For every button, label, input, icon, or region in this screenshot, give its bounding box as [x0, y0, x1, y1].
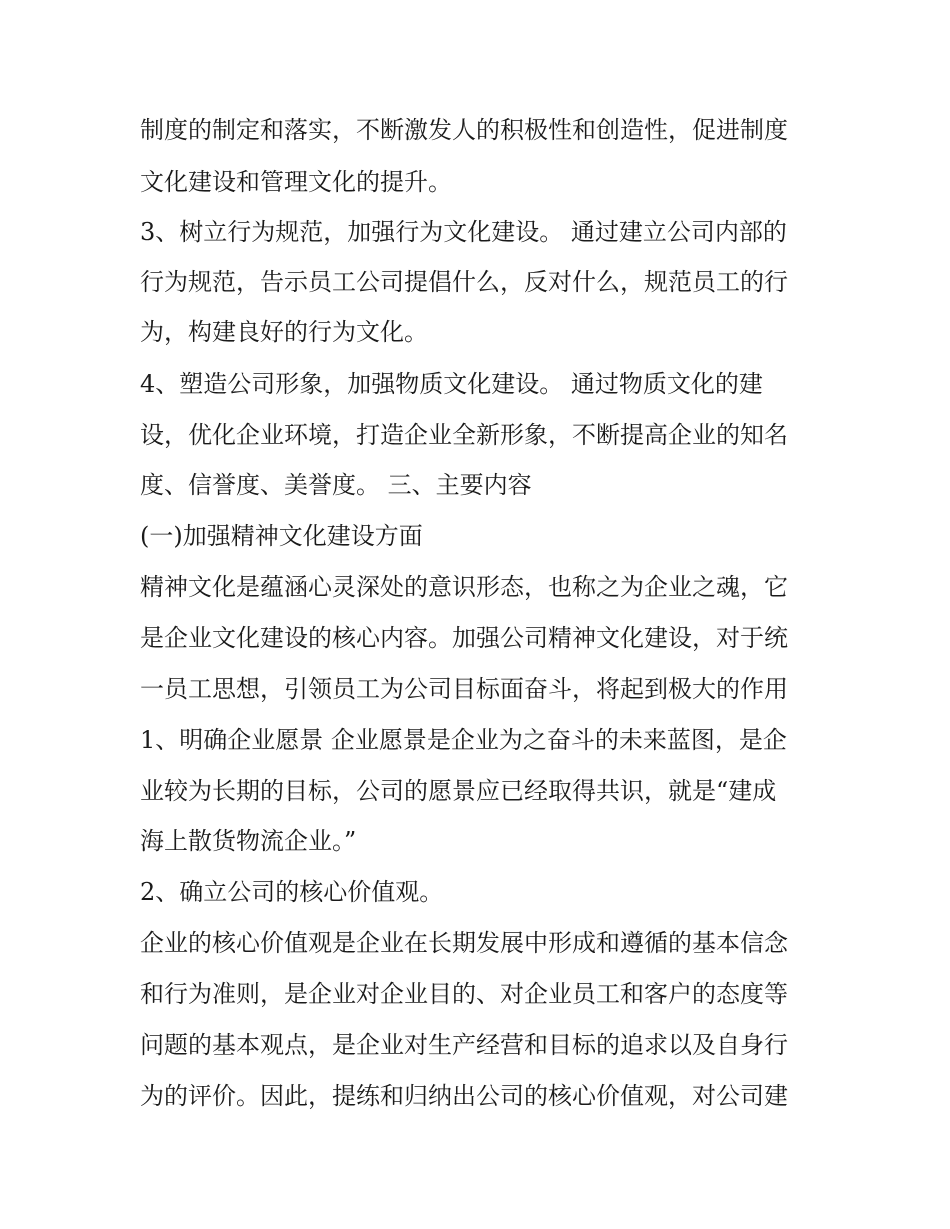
text-line: 4、塑造公司形象，加强物质文化建设。 通过物质文化的建	[140, 370, 763, 398]
text-line: 1、明确企业愿景 企业愿景是企业为之奋斗的未来蓝图，是企	[140, 726, 787, 754]
text-line: 企业的核心价值观是企业在长期发展中形成和遵循的基本信念	[140, 929, 788, 957]
text-line: 业较为长期的目标，公司的愿景应已经取得共识，就是“建成	[140, 777, 777, 805]
text-line: 一员工思想，引领员工为公司目标面奋斗，将起到极大的作用	[140, 675, 788, 703]
text-line: 海上散货物流企业。”	[140, 827, 357, 855]
text-line: 为的评价。因此，提练和归纳出公司的核心价值观，对公司建	[140, 1082, 788, 1110]
text-line: 文化建设和管理文化的提升。	[140, 168, 452, 196]
text-line: (一)加强精神文化建设方面	[140, 522, 423, 550]
text-line: 问题的基本观点，是企业对生产经营和目标的追求以及自身行	[140, 1031, 788, 1059]
text-line: 设，优化企业环境，打造企业全新形象，不断提高企业的知名	[140, 421, 788, 449]
text-line: 和行为准则，是企业对企业目的、对企业员工和客户的态度等	[140, 980, 788, 1008]
text-line: 3、树立行为规范，加强行为文化建设。 通过建立公司内部的	[140, 218, 787, 246]
text-line: 制度的制定和落实，不断激发人的积极性和创造性，促进制度	[140, 116, 788, 144]
text-line: 2、确立公司的核心价值观。	[140, 878, 444, 906]
text-line: 精神文化是蕴涵心灵深处的意识形态，也称之为企业之魂，它	[140, 573, 788, 601]
text-line: 是企业文化建设的核心内容。加强公司精神文化建设，对于统	[140, 624, 788, 652]
text-line: 度、信誉度、美誉度。 三、主要内容	[140, 471, 532, 499]
text-line: 为，构建良好的行为文化。	[140, 318, 428, 346]
text-line: 行为规范，告示员工公司提倡什么，反对什么，规范员工的行	[140, 268, 788, 296]
